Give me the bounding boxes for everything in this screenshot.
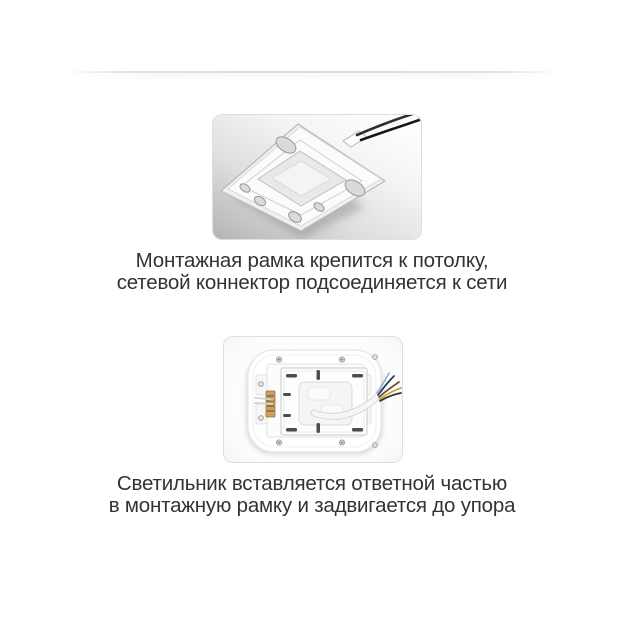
left-tab-bottom xyxy=(256,404,267,424)
divider-shadow xyxy=(64,74,560,77)
step2-caption-line2: в монтажную рамку и задвигается до упора xyxy=(108,493,516,517)
top-section-divider xyxy=(64,71,560,79)
step2-photo-card xyxy=(223,336,403,463)
step2-caption-line1: Светильник вставляется ответной частью xyxy=(116,472,508,495)
mounting-frame-ceiling-photo xyxy=(213,115,421,239)
step1-caption-line1: Монтажная рамка крепится к потолку, xyxy=(135,249,489,272)
step1-photo-card xyxy=(212,114,422,240)
step2-caption xyxy=(62,473,562,516)
step1-caption-line2: сетевой коннектор подсоединяется к сети xyxy=(116,270,508,294)
luminaire-back-photo xyxy=(224,337,402,462)
divider-line xyxy=(64,71,560,73)
step1-caption xyxy=(62,250,562,293)
